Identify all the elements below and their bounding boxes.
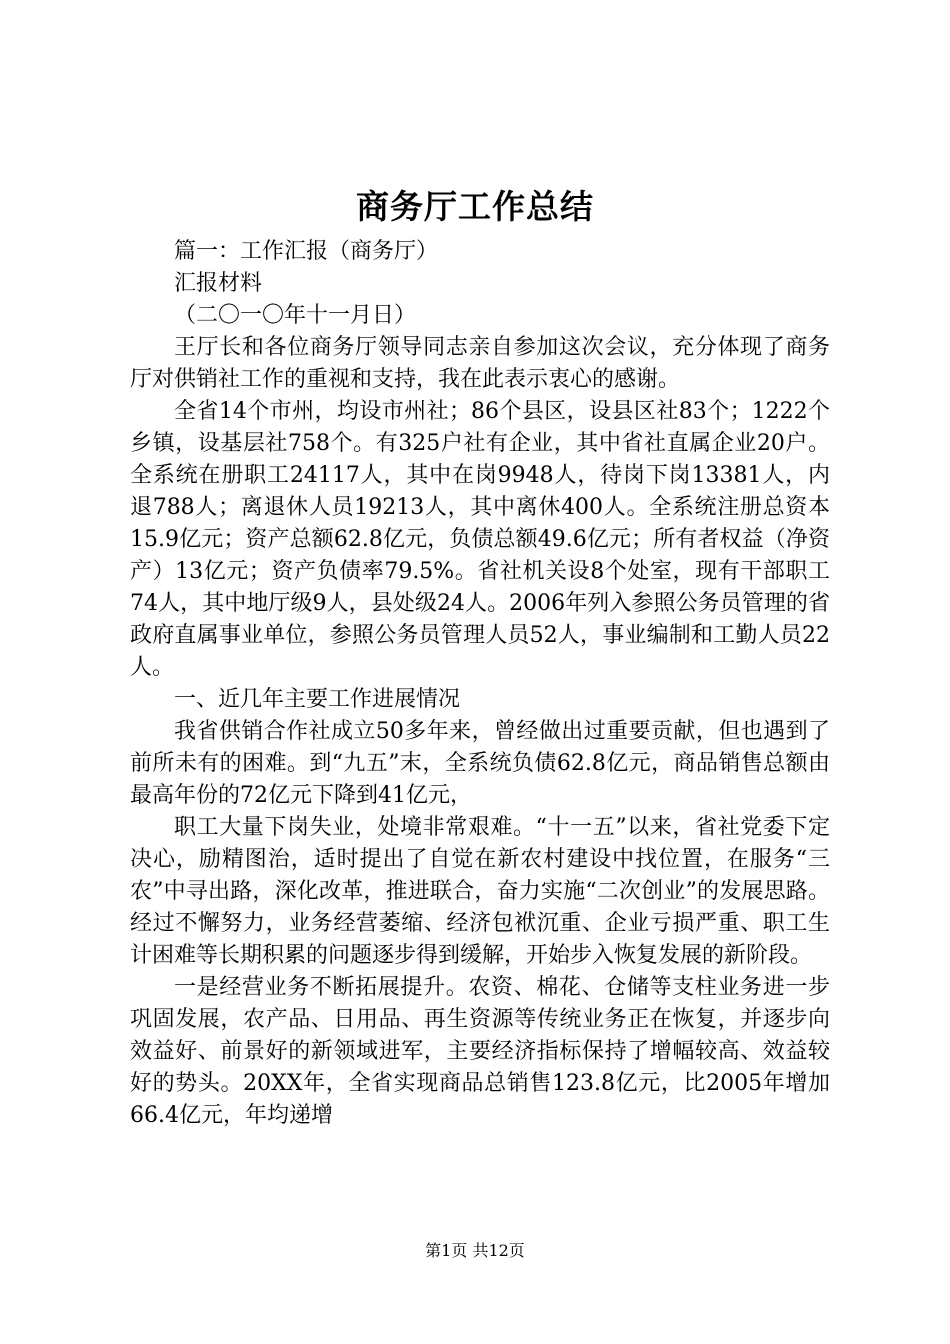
paragraph-overview-statistics: 全省14个市州，均设市州社；86个县区，设县区社83个；1222个乡镇，设基层社758个。有325户社有企业，其中省社直属企业20户。全系统在册职工24117人，其中在岗9948人，待岗下岗13381人，内退788人；离退休人员19213人，其中离休400人。全系统注册总资本15.9亿元；资产总额62.8亿元，负债总额49.6亿元；所有者权益（净资产）13亿元；资产负债率79.5%。省社机关设8个处室，现有干部职工74人，其中地厅级9人，县处级24人。2006年列入参照公务员管理的省政府直属事业单位，参照公务员管理人员52人，事业编制和工勤人员22人。 <box>130 399 830 680</box>
paragraph-thanks: 王厅长和各位商务厅领导同志亲自参加这次会议，充分体现了商务厅对供销社工作的重视和支持，我在此表示衷心的感谢。 <box>130 335 830 392</box>
paragraph-development-strategy: 职工大量下岗失业，处境非常艰难。“十一五”以来，省社党委下定决心，励精图治，适时提出了自觉在新农村建设中找位置，在服务“三农”中寻出路，深化改革，推进联合，奋力实施“二次创业”的发展思路。经过不懈努力，业务经营萎缩、经济包袱沉重、企业亏损严重、职工生计困难等长期积累的问题逐步得到缓解，开始步入恢复发展的新阶段。 <box>130 815 830 968</box>
section-heading-progress: 一、近几年主要工作进展情况 <box>174 687 461 712</box>
report-material-label: 汇报材料 <box>174 271 263 296</box>
document-body <box>130 236 830 1132</box>
paragraph-business-expansion: 一是经营业务不断拓展提升。农资、棉花、仓储等支柱业务进一步巩固发展，农产品、日用品、再生资源等传统业务正在恢复，并逐步向效益好、前景好的新领域进军，主要经济指标保持了增幅较高、效益较好的势头。20XX年，全省实现商品总销售123.8亿元，比2005年增加66.4亿元，年均递增 <box>130 975 830 1128</box>
section-heading-part-one: 篇一：工作汇报（商务厅） <box>174 239 439 264</box>
report-date: （二〇一〇年十一月日） <box>174 303 417 328</box>
page-number-footer: 第1页 共12页 <box>425 1241 525 1260</box>
document-title: 商务厅工作总结 <box>356 187 594 226</box>
paragraph-history: 我省供销合作社成立50多年来，曾经做出过重要贡献，但也遇到了前所未有的困难。到“九五”末，全系统负债62.8亿元，商品销售总额由最高年份的72亿元下降到41亿元， <box>130 719 830 808</box>
